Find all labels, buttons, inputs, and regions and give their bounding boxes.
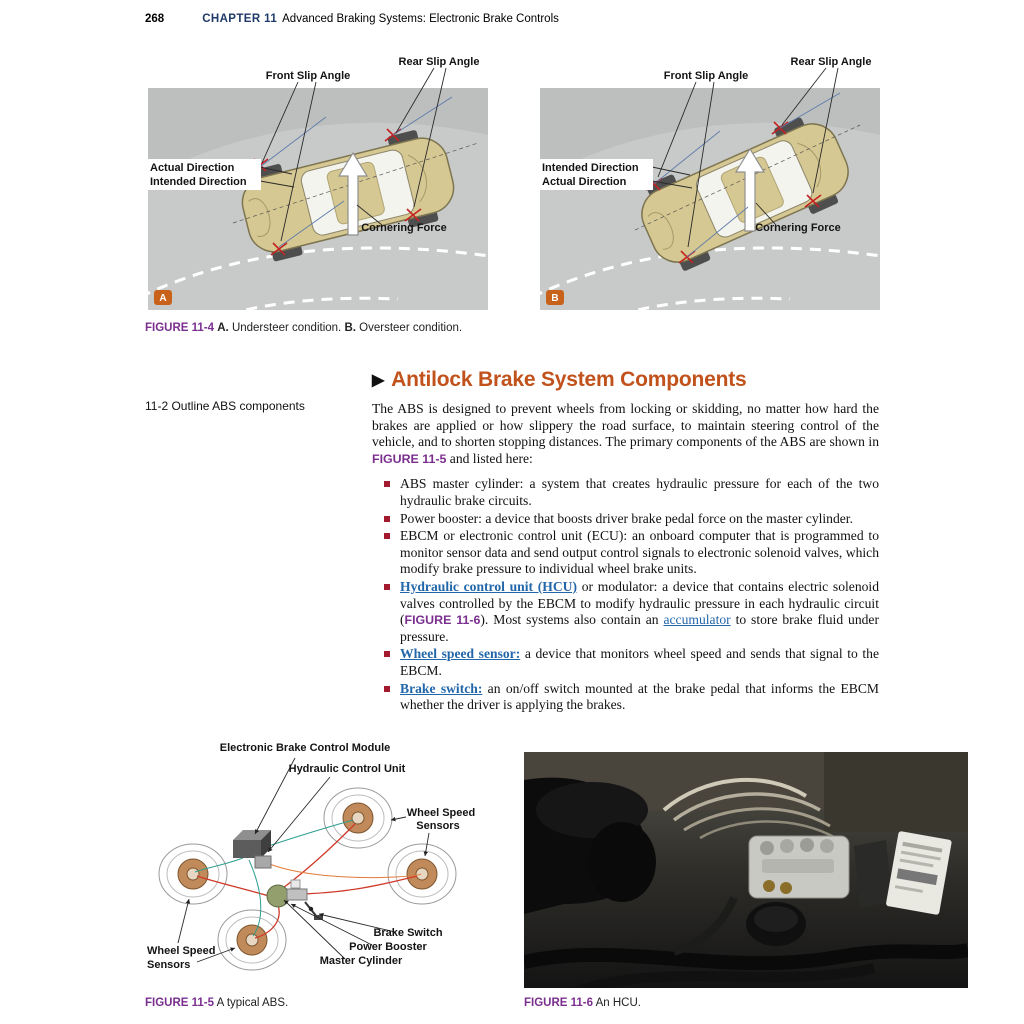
main-text-column [372,368,879,715]
brake-lines [197,824,417,938]
bullet-text: ABS master cylinder: a system that creates hydraulic pressure for each of the two hydraulic brake circuits. [400,476,879,508]
section-heading [372,368,879,392]
bullet-text: an on/off switch mounted at the brake pedal that informs the EBCM whether the driver is applying the brakes. [400,680,880,713]
rear-slip-angle-label: Rear Slip Angle [790,56,872,68]
cornering-force-label: Cornering Force [755,222,841,234]
figure-11-5-caption-label: FIGURE 11-5 [145,997,215,1009]
wheel-speed-sensors-right-label-line1: Wheel Speed [406,807,476,819]
abs-components-list [372,476,879,713]
wheel-speed-sensors-left-label-line2: Sensors [147,959,191,971]
rear-slip-angle-label: Rear Slip Angle [398,56,480,68]
figure-11-4-caption [145,322,665,334]
brake-switch-label: Brake Switch [373,927,443,939]
figure-11-5-ref-link[interactable]: FIGURE 11-5 [372,451,447,466]
brake-switch-term-link[interactable]: Brake switch: [400,680,483,696]
page-number: 268 [145,13,165,25]
accumulator-link[interactable]: accumulator [663,612,731,628]
actual-direction-label: Actual Direction [150,162,235,174]
figure-11-4-panel-a [148,45,488,310]
bullet-marker [384,584,390,590]
hcu-photo [524,752,968,988]
hcu-term-link[interactable]: Hydraulic control unit (HCU) [400,578,578,594]
bullet-text: ). Most systems also contain an [480,612,664,628]
section-heading-text: Antilock Brake System Components [391,368,747,391]
front-slip-angle-label: Front Slip Angle [663,70,749,82]
caption-a-bold: A. [217,322,229,334]
wheel-bottom [218,910,286,970]
bullet-marker [384,686,390,692]
intended-direction-label: Intended Direction [542,162,639,174]
ebcm-module [233,830,271,868]
figure-11-6-caption [524,997,641,1009]
hcu-unit [749,836,849,898]
wheel-right [388,844,456,904]
bullet-text: a device that monitors wheel speed and sends that signal to the EBCM. [400,646,879,678]
brake-switch-dot [309,907,313,911]
objective-margin-note: 11-2 Outline ABS components [145,399,305,413]
figure-11-5-caption-text: A typical ABS. [216,997,289,1009]
front-slip-angle-label: Front Slip Angle [265,70,351,82]
wheel-speed-sensors-right-label-line2: Sensors [416,820,460,832]
bullet-text: Power booster: a device that boosts driver brake pedal force on the master cylinder. [400,510,853,526]
abs-system-diagram [145,736,547,994]
caption-a-text: Understeer condition. [231,322,342,334]
figure-11-6-ref-link[interactable]: FIGURE 11-6 [404,613,481,628]
bullet-marker [384,516,390,522]
master-cylinder-assembly [267,880,323,920]
bullet-text: to store brake fluid under pressure. [400,612,879,644]
bullet-text: or modulator: a device that contains electric solenoid valves controlled by the EBCM to modify hydraulic pressure in each hydraulic circuit ( [400,578,879,628]
bullet-marker [384,481,390,487]
list-item-ebcm [372,528,879,578]
intro-text-end: and listed here: [449,450,533,466]
master-cylinder-label: Master Cylinder [319,955,403,967]
section-arrow-icon: ▶ [372,372,385,389]
bullet-text: EBCM or electronic control unit (ECU): an onboard computer that is programmed to monitor sensor data and send output control signals to electronic solenoid valves, which modify brake pressure to individual wheel brake units. [400,528,879,577]
hcu-block [255,856,271,868]
intro-text: The ABS is designed to prevent wheels from locking or skidding, no matter how hard the brakes are applied or how slippery the road surface, to maintain steering control of the vehicle, and to shorten stopping distances. The primary components of the ABS are shown in [372,401,879,450]
list-item-wheel-speed-sensor [372,646,879,679]
figure-11-6-caption-text: An HCU. [595,997,641,1009]
hcu-label: Hydraulic Control Unit [288,763,406,775]
panel-b-badge-letter: B [551,293,559,304]
chapter-title: Advanced Braking Systems: Electronic Brake Controls [282,13,559,25]
actual-direction-label: Actual Direction [542,176,627,188]
page-header [145,13,559,25]
ebcm-label: Electronic Brake Control Module [219,742,391,754]
figure-11-5-caption [145,997,288,1009]
intended-direction-label: Intended Direction [150,176,247,188]
figure-11-5 [145,736,547,994]
wheel-speed-sensors-left-label-line1: Wheel Speed [147,945,216,957]
caption-b-text: Oversteer condition. [359,322,463,334]
wheel-left [159,844,227,904]
bullet-marker [384,651,390,657]
panel-a-badge-letter: A [159,293,167,304]
power-booster-label: Power Booster [349,941,427,953]
list-item-power-booster [372,511,879,528]
figure-11-4-caption-label: FIGURE 11-4 [145,322,215,334]
list-item-hcu [372,579,879,645]
wheel-speed-sensor-term-link[interactable]: Wheel speed sensor: [400,646,521,662]
figure-11-4-panel-b [540,45,880,310]
figure-11-6-caption-label: FIGURE 11-6 [524,997,594,1009]
figure-11-6 [524,752,968,988]
chapter-label: CHAPTER 11 [202,13,278,25]
bullet-marker [384,533,390,539]
wheel-top-right [324,788,392,848]
list-item-brake-switch [372,681,879,714]
cornering-force-label: Cornering Force [361,222,447,234]
figure-11-4 [148,45,880,310]
section-intro-paragraph [372,401,879,467]
list-item-abs-master-cylinder [372,476,879,509]
caption-b-bold: B. [344,322,356,334]
